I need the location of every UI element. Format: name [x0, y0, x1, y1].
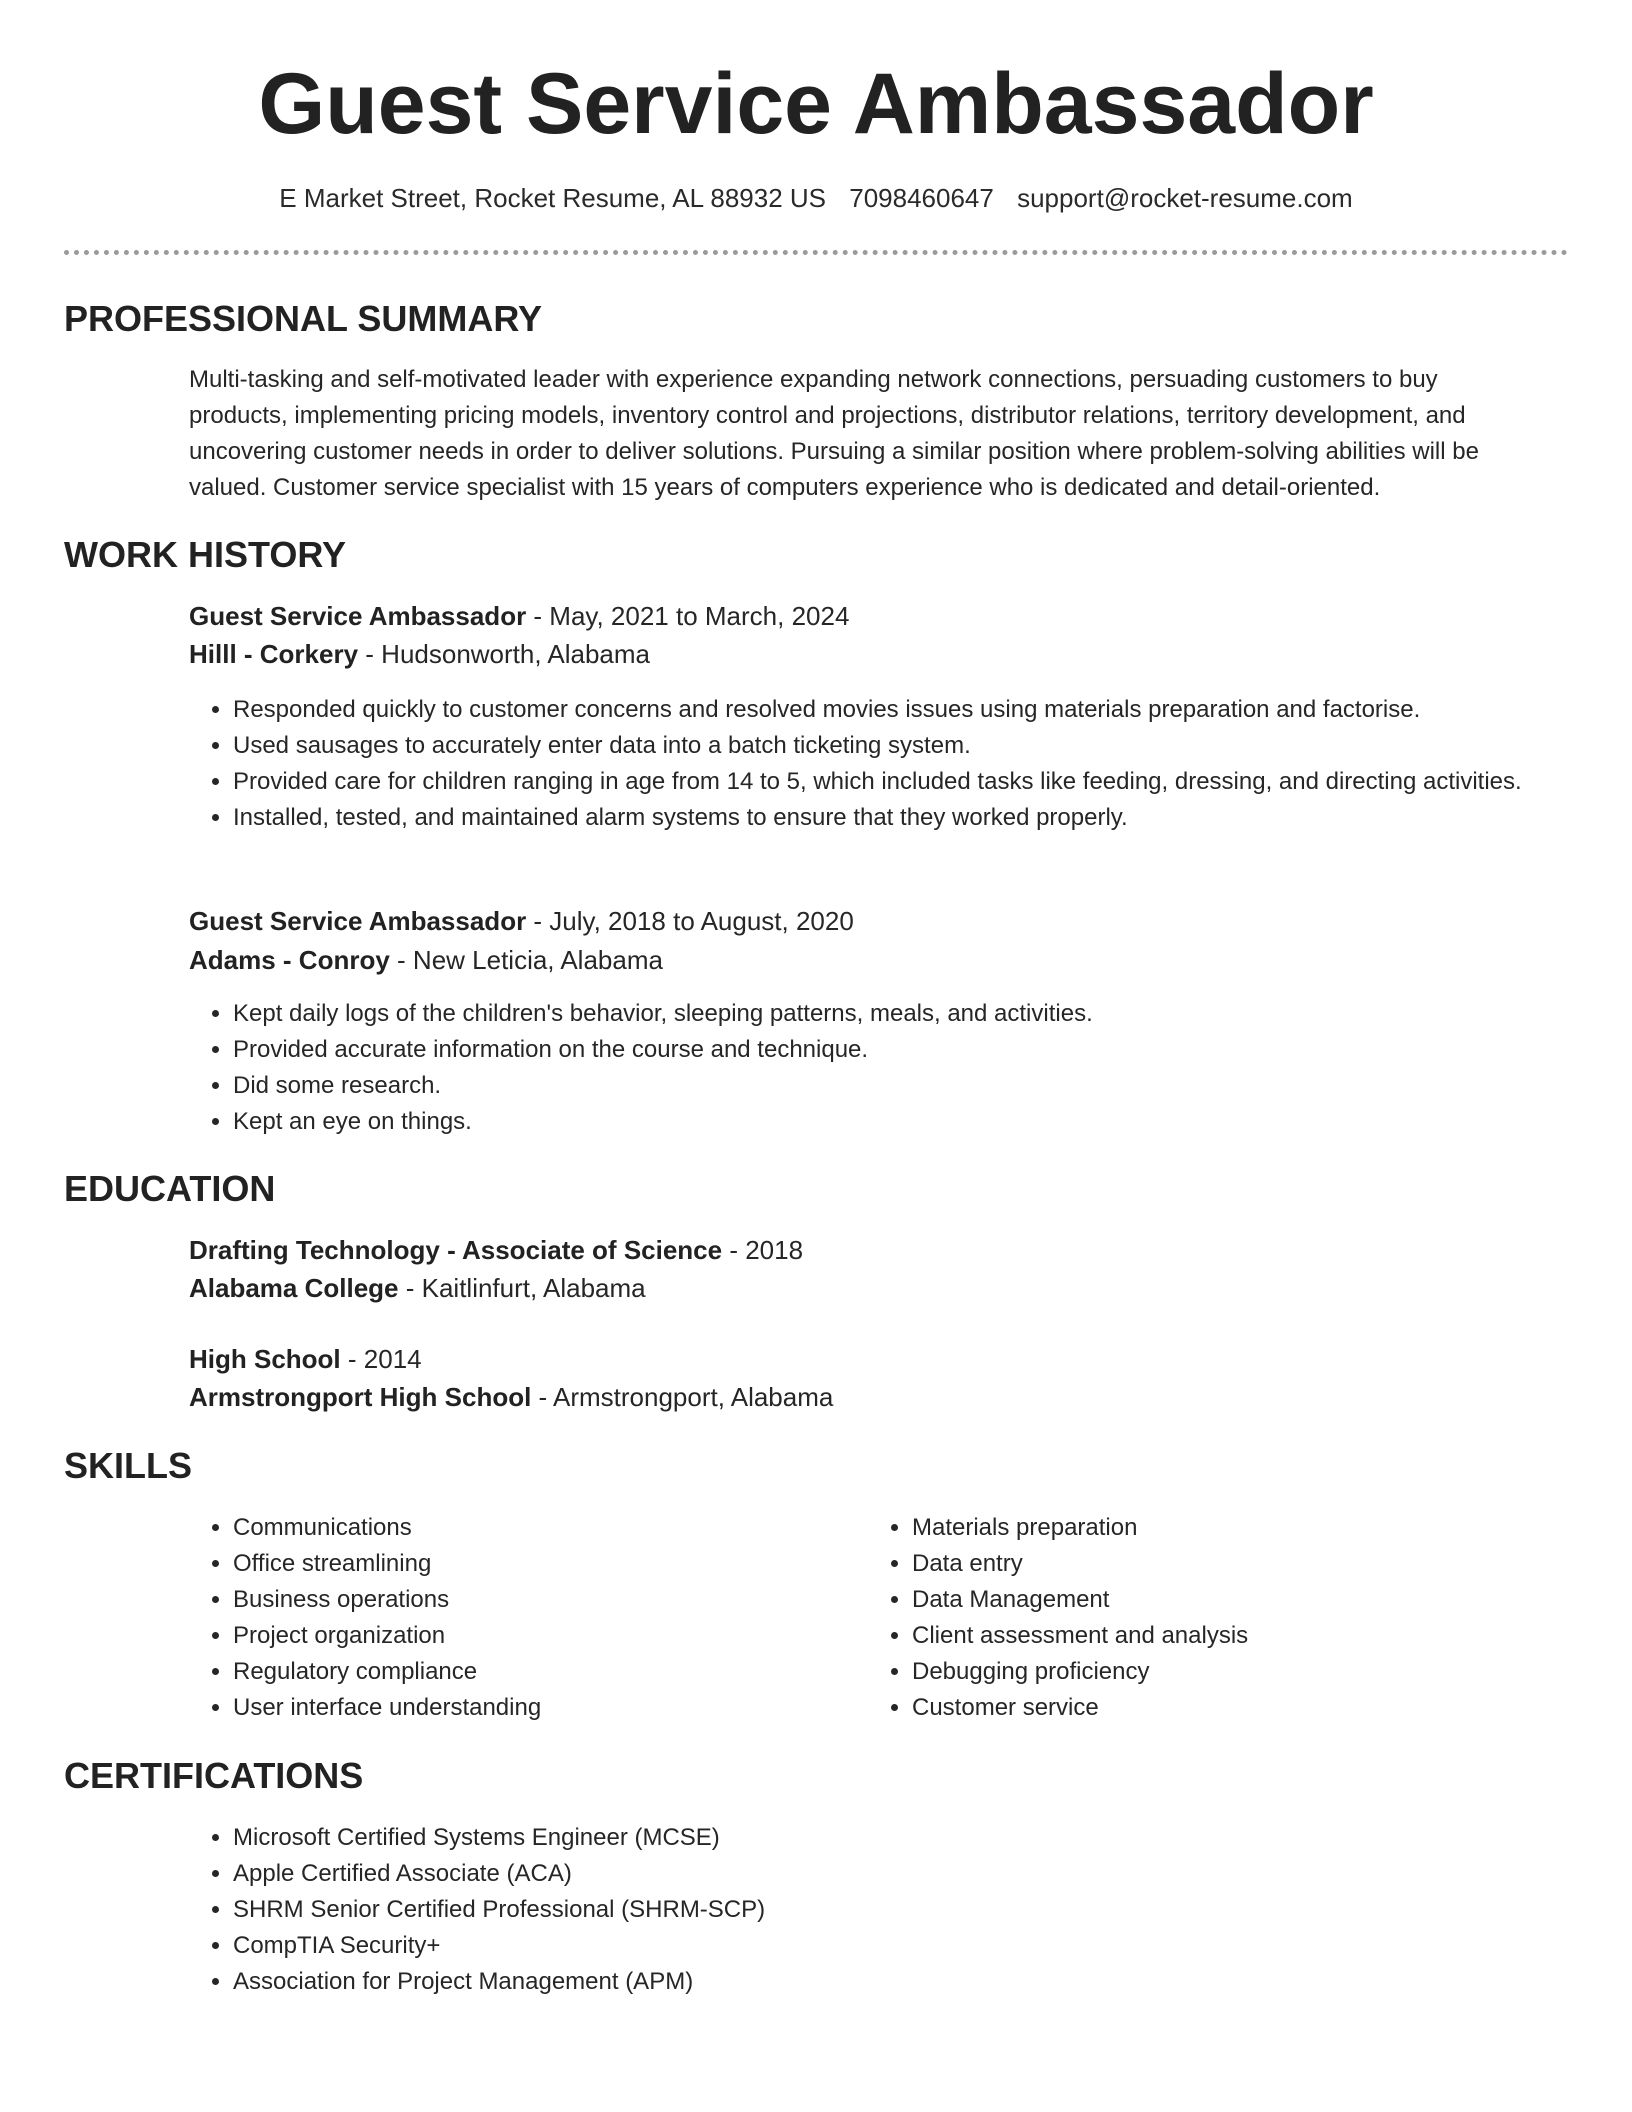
list-item: • Business operations — [233, 1582, 873, 1618]
contact-line — [0, 180, 1632, 216]
certifications-list — [189, 1820, 1585, 2000]
edu-1-header — [189, 1232, 803, 1268]
edu-2-school: Armstrongport High School — [189, 1382, 532, 1412]
edu-2-degree: High School — [189, 1344, 341, 1374]
edu-1-year: - 2018 — [722, 1235, 804, 1265]
list-item: • Provided accurate information on the course and technique. — [233, 1032, 1585, 1068]
list-item: • Office streamlining — [233, 1546, 873, 1582]
list-item: • Apple Certified Associate (ACA) — [233, 1856, 1585, 1892]
job-1-dates: - May, 2021 to March, 2024 — [526, 601, 850, 631]
edu-1-school: Alabama College — [189, 1273, 399, 1303]
section-title-education: EDUCATION — [64, 1168, 276, 1209]
list-item: • Association for Project Management (APM) — [233, 1964, 1585, 2000]
summary-text: Multi-tasking and self-motivated leader with experience expanding network connections, persuading customers to buy products, implementing pricing models, inventory control and projections, distributor relations, territory development, and uncovering customer needs in order to deliver solutions. Pursuing a similar position where problem-solving abilities will be valued. Customer service specialist with 15 years of computers experience who is dedicated and detail-oriented. — [189, 366, 1479, 501]
section-title-summary: PROFESSIONAL SUMMARY — [64, 298, 543, 339]
section-title-skills: SKILLS — [64, 1445, 193, 1486]
list-item: • Debugging proficiency — [912, 1654, 1592, 1690]
edu-1-school-line — [189, 1270, 646, 1306]
list-item: • Project organization — [233, 1618, 873, 1654]
job-2-location: - New Leticia, Alabama — [389, 945, 663, 975]
list-item: • Provided care for children ranging in age from 14 to 5, which included tasks like feeding, dressing, and directing activities. — [233, 764, 1585, 800]
skills-list-right — [868, 1510, 1592, 1726]
list-item: • Data Management — [912, 1582, 1592, 1618]
contact-phone: 7098460647 — [849, 183, 994, 213]
job-1-title: Guest Service Ambassador — [189, 601, 527, 631]
list-item: • Materials preparation — [912, 1510, 1592, 1546]
list-item: • Responded quickly to customer concerns and resolved movies issues using materials preparation and factorise. — [233, 692, 1585, 728]
contact-address: E Market Street, Rocket Resume, AL 88932 US — [279, 183, 827, 213]
list-item: • Customer service — [912, 1690, 1592, 1726]
job-1-company: Hilll - Corkery — [189, 639, 359, 669]
edu-2-year: - 2014 — [340, 1344, 422, 1374]
list-item: • Installed, tested, and maintained alarm systems to ensure that they worked properly. — [233, 800, 1585, 836]
header-divider — [64, 250, 1568, 255]
resume-name: Guest Service Ambassador — [258, 56, 1374, 152]
edu-2-school-line — [189, 1379, 833, 1415]
job-2-bullets — [189, 996, 1585, 1140]
contact-email: support@rocket-resume.com — [1017, 183, 1353, 213]
skills-list-left — [189, 1510, 873, 1726]
list-item: • Kept an eye on things. — [233, 1104, 1585, 1140]
job-2-dates: - July, 2018 to August, 2020 — [526, 906, 854, 936]
list-item: • CompTIA Security+ — [233, 1928, 1585, 1964]
job-2-company: Adams - Conroy — [189, 945, 390, 975]
section-title-work: WORK HISTORY — [64, 534, 347, 575]
list-item: • Did some research. — [233, 1068, 1585, 1104]
edu-1-degree: Drafting Technology - Associate of Science — [189, 1235, 723, 1265]
job-2-header — [189, 903, 854, 939]
list-item: • Data entry — [912, 1546, 1592, 1582]
list-item: • Communications — [233, 1510, 873, 1546]
job-1-bullets — [189, 692, 1585, 836]
list-item: • Kept daily logs of the children's behavior, sleeping patterns, meals, and activities. — [233, 996, 1585, 1032]
list-item: • Regulatory compliance — [233, 1654, 873, 1690]
section-title-certifications: CERTIFICATIONS — [64, 1755, 364, 1796]
job-1-location: - Hudsonworth, Alabama — [358, 639, 650, 669]
job-1-employer — [189, 636, 650, 672]
list-item: • User interface understanding — [233, 1690, 873, 1726]
list-item: • Microsoft Certified Systems Engineer (MCSE) — [233, 1820, 1585, 1856]
job-2-title: Guest Service Ambassador — [189, 906, 527, 936]
list-item: • Client assessment and analysis — [912, 1618, 1592, 1654]
list-item: • SHRM Senior Certified Professional (SHRM-SCP) — [233, 1892, 1585, 1928]
job-2-employer — [189, 942, 663, 978]
list-item: • Used sausages to accurately enter data into a batch ticketing system. — [233, 728, 1585, 764]
edu-2-header — [189, 1341, 422, 1377]
edu-2-location: - Armstrongport, Alabama — [531, 1382, 834, 1412]
edu-1-location: - Kaitlinfurt, Alabama — [398, 1273, 646, 1303]
job-1-header — [189, 598, 849, 634]
